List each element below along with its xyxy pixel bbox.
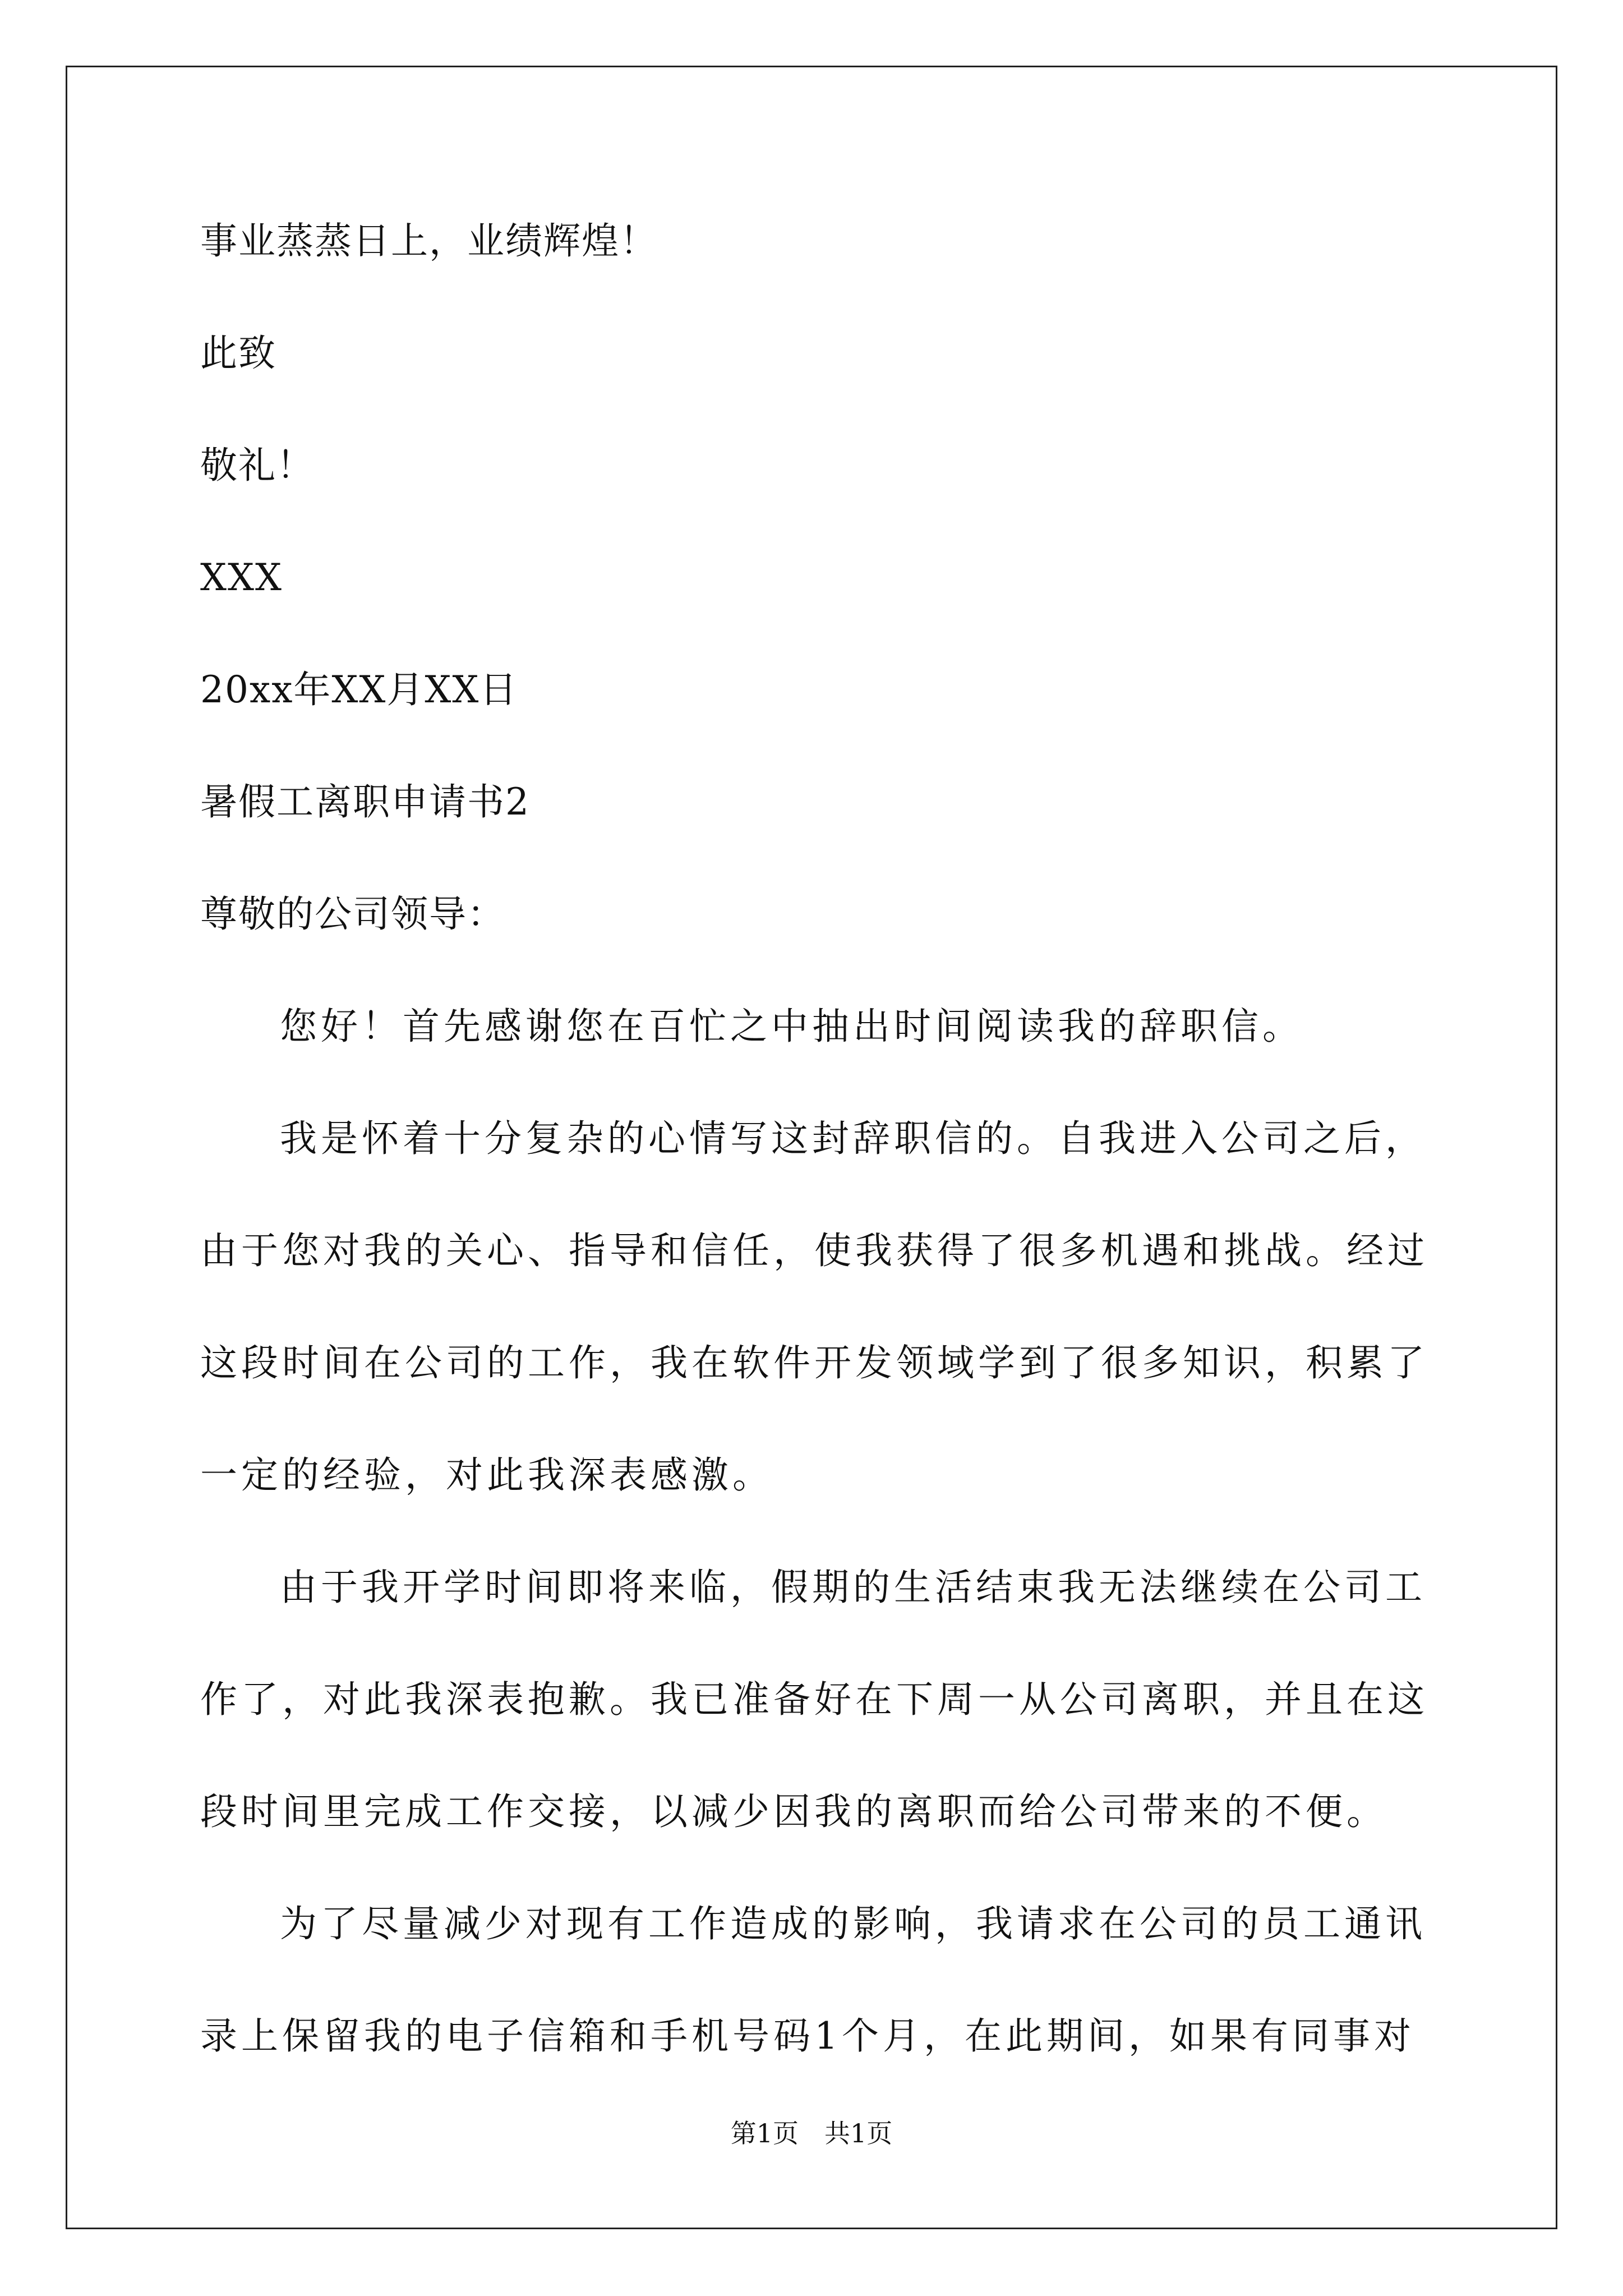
section-title: 暑假工离职申请书2 xyxy=(200,780,530,823)
paragraph: 我是怀着十分复杂的心情写这封辞职信的。自我进入公司之后，由于您对我的关心、指导和信任，使我获得了很多机遇和挑战。经过这段时间在公司的工作，我在软件开发领域学到了很多知识，积累了一定的经验，对此我深表感激。 xyxy=(200,1117,1428,1497)
letter-paragraphs xyxy=(200,970,1434,2092)
closing-wish: 事业蒸蒸日上，业绩辉煌！ xyxy=(200,219,658,263)
page-footer: 第1页 共1页 xyxy=(730,2118,893,2148)
closing-salutation-2: 敬礼！ xyxy=(200,444,315,487)
closing-salutation-1: 此致 xyxy=(200,332,276,375)
greeting: 尊敬的公司领导： xyxy=(200,892,505,936)
letter-date: 20xx年XX月XX日 xyxy=(200,668,518,711)
paragraph: 由于我开学时间即将来临，假期的生活结束我无法继续在公司工作了，对此我深表抱歉。我已准备好在下周一从公司离职，并且在这段时间里完成工作交接，以减少因我的离职而给公司带来的不便。 xyxy=(200,1566,1428,1833)
paragraph: 您好！首先感谢您在百忙之中抽出时间阅读我的辞职信。 xyxy=(280,1005,1303,1048)
paragraph: 为了尽量减少对现有工作造成的影响，我请求在公司的员工通讯录上保留我的电子信箱和手机号码1个月，在此期间，如果有同事对 xyxy=(200,1902,1426,2058)
signature: XXX xyxy=(200,556,283,599)
